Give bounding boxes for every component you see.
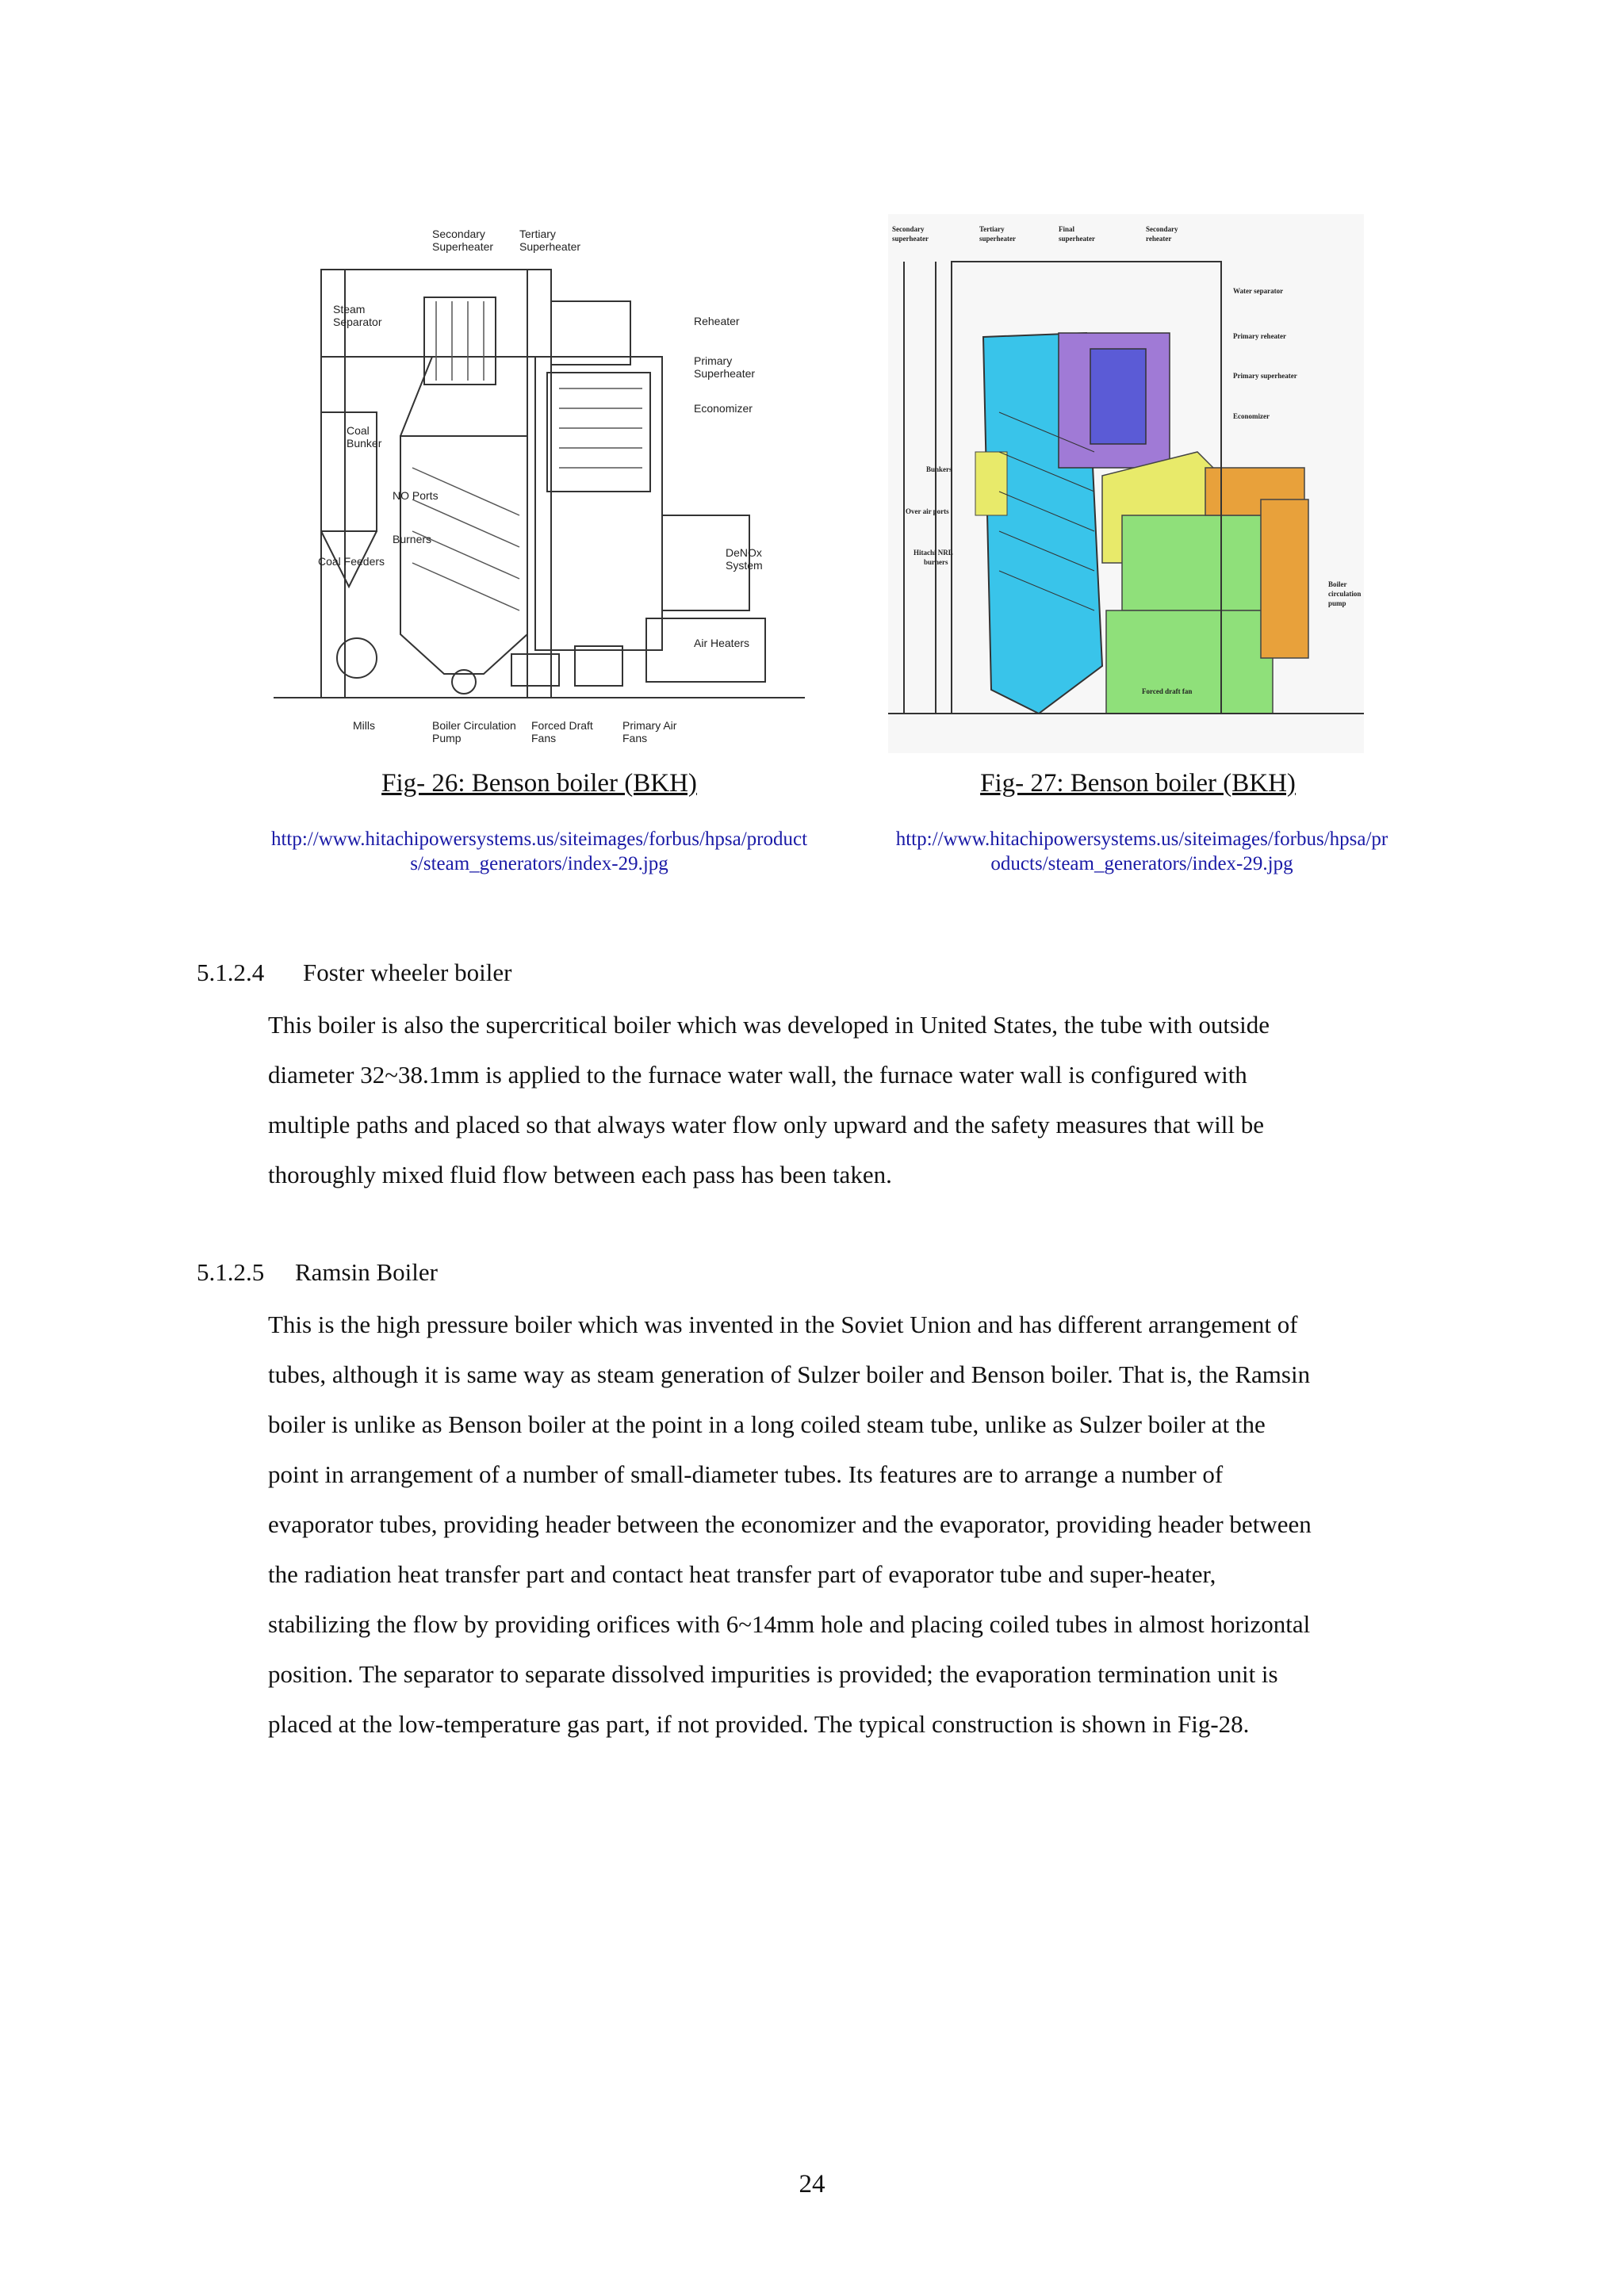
label-no-ports: NO Ports [393, 489, 439, 502]
label-primary-reheater: Primary reheater [1233, 332, 1287, 340]
page-number: 24 [799, 2170, 825, 2198]
label-tertiary-superheater: Tertiary [979, 225, 1005, 233]
figure-26-caption: Fig- 26: Benson boiler (BKH) [381, 769, 697, 798]
figure-26-source-link[interactable] [238, 827, 841, 876]
label-forced-draft-fans: Forced Draft [531, 719, 593, 732]
svg-text:Pump: Pump [432, 732, 462, 744]
figure-26-diagram [274, 214, 805, 753]
svg-text:Fans: Fans [622, 732, 648, 744]
section-title: Ramsin Boiler [295, 1258, 438, 1286]
svg-text:superheater: superheater [1059, 235, 1095, 243]
text-line: evaporator tubes, providing header between the economizer and the evaporator, providing header between [268, 1510, 1312, 1538]
svg-text:burners: burners [924, 558, 948, 566]
section-title: Foster wheeler boiler [303, 959, 512, 986]
paragraph-ramsin [268, 1299, 1442, 1749]
label-denox-system: DeNOx [726, 546, 762, 559]
svg-text:pump: pump [1328, 599, 1346, 607]
figure-27-diagram [888, 214, 1364, 753]
source-line: oducts/steam_generators/index-29.jpg [990, 853, 1293, 874]
label-air-heaters: Air Heaters [694, 637, 750, 649]
text-line: position. The separator to separate dissolved impurities is provided; the evaporation termination unit is [268, 1660, 1278, 1688]
svg-text:Bunker: Bunker [347, 437, 382, 450]
section-heading-foster-wheeler [197, 959, 511, 987]
label-steam-separator: Steam [333, 303, 366, 316]
source-line: http://www.hitachipowersystems.us/siteimages/forbus/hpsa/product [270, 828, 808, 850]
label-reheater: Reheater [694, 315, 740, 327]
svg-text:Superheater: Superheater [519, 240, 581, 253]
text-line: stabilizing the flow by providing orifices with 6~14mm hole and placing coiled tubes in almost horizontal [268, 1610, 1311, 1638]
svg-text:Superheater: Superheater [432, 240, 494, 253]
svg-text:superheater: superheater [979, 235, 1016, 243]
svg-text:System: System [726, 559, 763, 572]
figure-27-source-link[interactable] [864, 827, 1419, 876]
label-coal-feeders: Coal Feeders [318, 555, 385, 568]
text-line: This is the high pressure boiler which was invented in the Soviet Union and has different arrangement of [268, 1311, 1298, 1338]
benson-boiler-line-drawing [274, 214, 805, 753]
text-line: multiple paths and placed so that always water flow only upward and the safety measures that will be [268, 1111, 1264, 1138]
label-economizer: Economizer [694, 402, 753, 415]
figure-27-caption: Fig- 27: Benson boiler (BKH) [980, 769, 1296, 798]
section-heading-ramsin [197, 1258, 438, 1287]
svg-text:reheater: reheater [1146, 235, 1172, 243]
label-tertiary-superheater: Tertiary [519, 228, 556, 240]
text-line: placed at the low-temperature gas part, if not provided. The typical construction is shown in Fig-28. [268, 1710, 1250, 1738]
text-line: This boiler is also the supercritical boiler which was developed in United States, the tube with outside [268, 1011, 1270, 1039]
text-line: boiler is unlike as Benson boiler at the point in a long coiled steam tube, unlike as Sulzer boiler at the [268, 1410, 1266, 1438]
text-line: point in arrangement of a number of small-diameter tubes. Its features are to arrange a number of [268, 1460, 1224, 1488]
text-line: the radiation heat transfer part and contact heat transfer part of evaporator tube and super-heater, [268, 1560, 1216, 1588]
label-boiler-circulation-pump: Boiler Circulation [432, 719, 516, 732]
source-line: s/steam_generators/index-29.jpg [410, 853, 668, 874]
text-line: thoroughly mixed fluid flow between each pass has been taken. [268, 1161, 892, 1188]
label-economizer: Economizer [1233, 412, 1270, 420]
source-line: http://www.hitachipowersystems.us/siteimages/forbus/hpsa/pr [895, 828, 1388, 850]
label-primary-air-fans: Primary Air [622, 719, 677, 732]
label-over-air-ports: Over air ports [906, 507, 949, 515]
text-line: diameter 32~38.1mm is applied to the furnace water wall, the furnace water wall is configured with [268, 1061, 1247, 1089]
section-number: 5.1.2.5 [197, 1258, 265, 1286]
label-burners: Burners [393, 533, 432, 545]
label-forced-draft-fan: Forced draft fan [1142, 687, 1193, 695]
label-water-separator: Water separator [1233, 287, 1284, 295]
label-coal-bunker: Coal [347, 424, 370, 437]
label-hitachi-burners: Hitachi NRL [914, 549, 953, 557]
svg-text:Separator: Separator [333, 316, 382, 328]
label-primary-superheater: Primary superheater [1233, 372, 1297, 380]
svg-text:Superheater: Superheater [694, 367, 756, 380]
label-secondary-reheater: Secondary [1146, 225, 1178, 233]
label-mills: Mills [353, 719, 375, 732]
label-bunkers: Bunkers [926, 465, 952, 473]
section-number: 5.1.2.4 [197, 959, 265, 986]
svg-text:Fans: Fans [531, 732, 557, 744]
label-final-superheater: Final [1059, 225, 1075, 233]
label-secondary-superheater: Secondary [892, 225, 925, 233]
text-line: tubes, although it is same way as steam generation of Sulzer boiler and Benson boiler. That is, the Ramsin [268, 1360, 1311, 1388]
svg-text:superheater: superheater [892, 235, 929, 243]
label-boiler-circulation-pump: Boiler [1328, 580, 1347, 588]
paragraph-foster-wheeler [268, 1000, 1442, 1200]
benson-boiler-color-drawing [888, 214, 1364, 753]
svg-text:circulation: circulation [1328, 590, 1362, 598]
label-primary-superheater: Primary [694, 354, 733, 367]
label-secondary-superheater: Secondary [432, 228, 485, 240]
